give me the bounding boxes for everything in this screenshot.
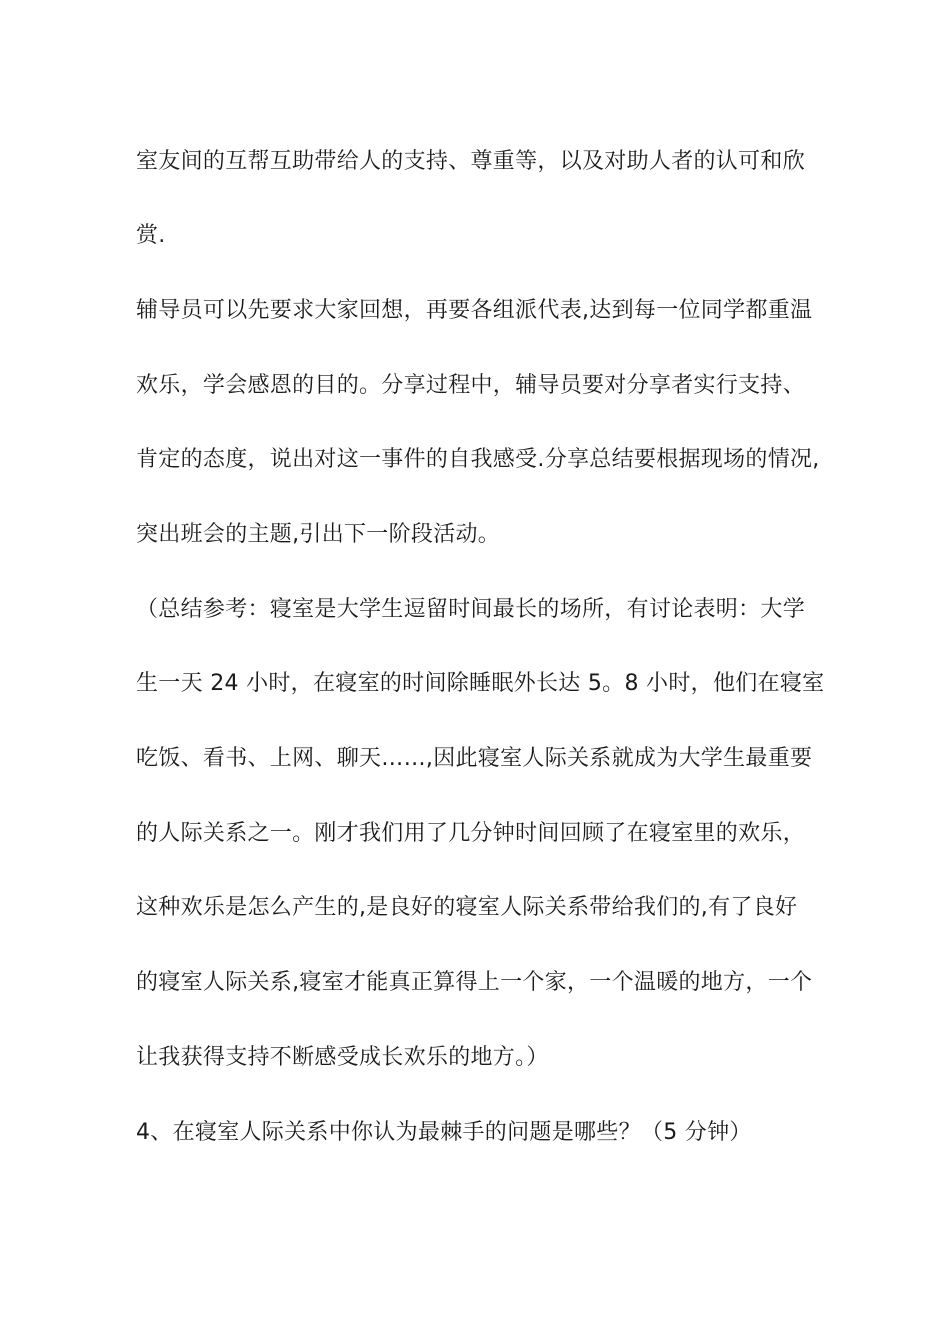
question-heading: 4、在寝室人际关系中你认为最棘手的问题是哪些？（5 分钟）	[136, 1120, 752, 1145]
text-line: 的寝室人际关系,寝室才能真正算得上一个家，一个温暖的地方，一个	[136, 970, 813, 995]
text-line: 生一天 24 小时，在寝室的时间除睡眠外长达 5。8 小时，他们在寝室	[136, 671, 825, 696]
text-line: 突出班会的主题,引出下一阶段活动。	[136, 522, 501, 547]
text-line: 这种欢乐是怎么产生的,是良好的寝室人际关系带给我们的,有了良好	[136, 895, 798, 920]
text-line: 吃饭、看书、上网、聊天……,因此寝室人际关系就成为大学生最重要	[136, 746, 813, 771]
text-line: 辅导员可以先要求大家回想，再要各组派代表,达到每一位同学都重温	[136, 298, 813, 323]
text-line: 让我获得支持不断感受成长欢乐的地方。）	[136, 1045, 549, 1070]
text-line: 的人际关系之一。刚才我们用了几分钟时间回顾了在寝室里的欢乐，	[136, 821, 806, 846]
text-line: 欢乐，学会感恩的目的。分享过程中，辅导员要对分享者实行支持、	[136, 373, 806, 398]
text-line: 肯定的态度，说出对这一事件的自我感受.分享总结要根据现场的情况,	[136, 447, 820, 472]
text-line: （总结参考：寝室是大学生逗留时间最长的场所，有讨论表明：大学	[136, 597, 806, 622]
text-line: 室友间的互帮互助带给人的支持、尊重等，以及对助人者的认可和欣	[136, 149, 806, 174]
text-line: 赏.	[136, 223, 166, 248]
